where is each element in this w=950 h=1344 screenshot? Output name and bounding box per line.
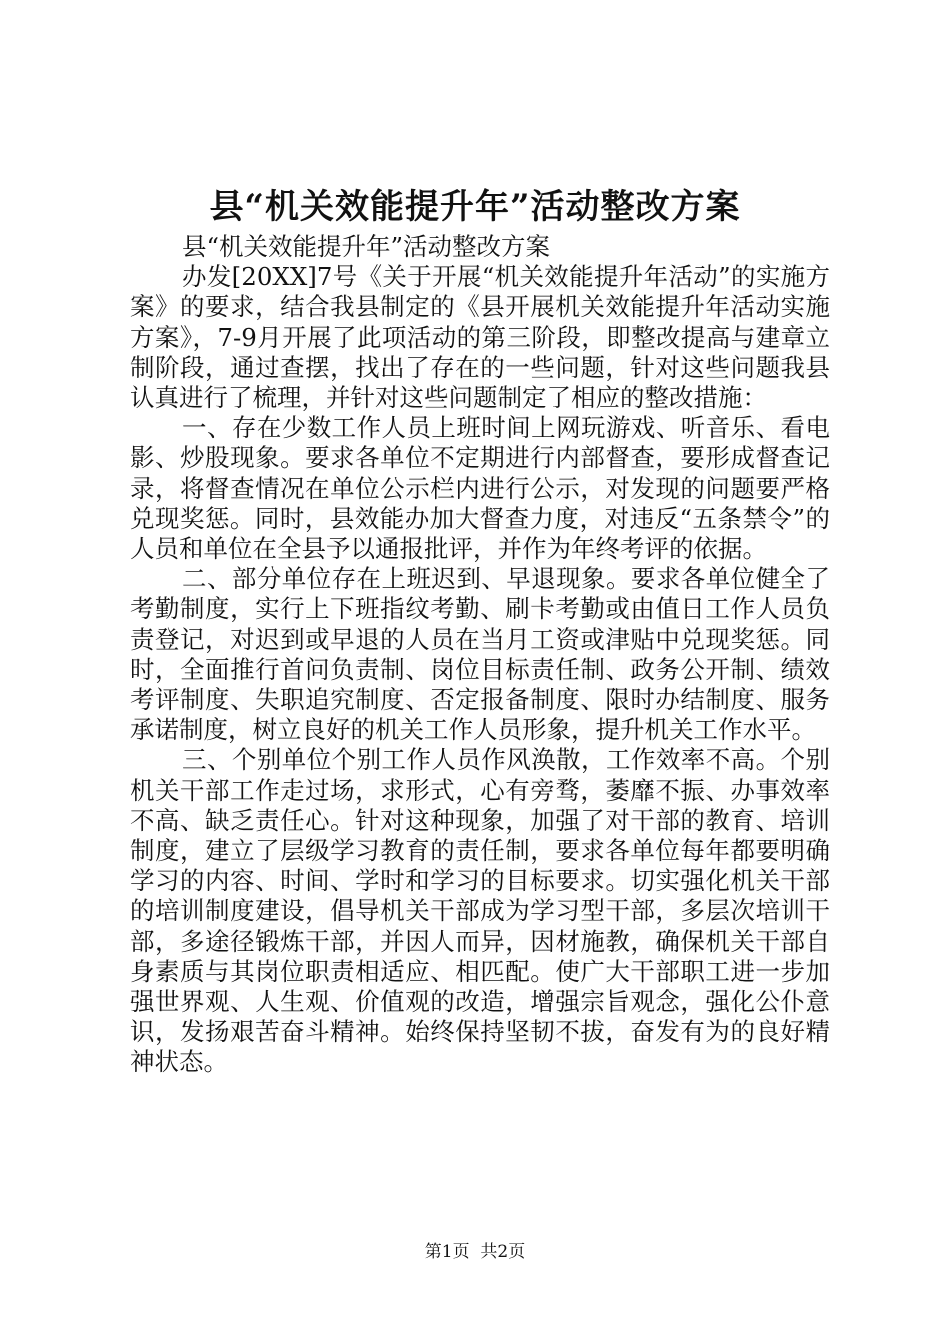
page-footer: [0, 1240, 950, 1264]
page-number: 第1页: [424, 1242, 470, 1262]
issue-one-paragraph: 一、存在少数工作人员上班时间上网玩游戏、听音乐、看电影、炒股现象。要求各单位不定期进行内部督查，要形成督查记录，将督查情况在单位公示栏内进行公示，对发现的问题要严格兑现奖惩。同时，县效能办加大督查力度，对违反“五条禁令”的人员和单位在全县予以通报批评，并作为年终考评的依据。: [130, 413, 830, 564]
page-total: 共2页: [480, 1242, 526, 1262]
document-title: 县“机关效能提升年”活动整改方案: [209, 187, 741, 227]
issue-two-paragraph: 二、部分单位存在上班迟到、早退现象。要求各单位健全了考勤制度，实行上下班指纹考勤、刷卡考勤或由值日工作人员负责登记，对迟到或早退的人员在当月工资或津贴中兑现奖惩。同时，全面推行首问负责制、岗位目标责任制、政务公开制、绩效考评制度、失职追究制度、否定报备制度、限时办结制度、服务承诺制度，树立良好的机关工作人员形象，提升机关工作水平。: [130, 564, 830, 745]
subtitle-paragraph: 县“机关效能提升年”活动整改方案: [182, 232, 551, 261]
document-body: [130, 232, 830, 1078]
issue-three-paragraph: 三、个别单位个别工作人员作风涣散，工作效率不高。个别机关干部工作走过场，求形式，心有旁骛，萎靡不振、办事效率不高、缺乏责任心。针对这种现象，加强了对干部的教育、培训制度，建立了层级学习教育的责任制，要求各单位每年都要明确学习的内容、时间、学时和学习的目标要求。切实强化机关干部的培训制度建设，倡导机关干部成为学习型干部，多层次培训干部，多途径锻炼干部，并因人而异，因材施教，确保机关干部自身素质与其岗位职责相适应、相匹配。使广大干部职工进一步加强世界观、人生观、价值观的改造，增强宗旨观念，强化公仆意识，发扬艰苦奋斗精神。始终保持坚韧不拔，奋发有为的良好精神状态。: [130, 745, 830, 1077]
footer-spacer: [470, 1242, 481, 1262]
intro-paragraph: 办发[20XX]7号《关于开展“机关效能提升年活动”的实施方案》的要求，结合我县制定的《县开展机关效能提升年活动实施方案》，7-9月开展了此项活动的第三阶段，即整改提高与建章立制阶段，通过查摆，找出了存在的一些问题，针对这些问题我县认真进行了梳理，并针对这些问题制定了相应的整改措施：: [130, 262, 830, 413]
